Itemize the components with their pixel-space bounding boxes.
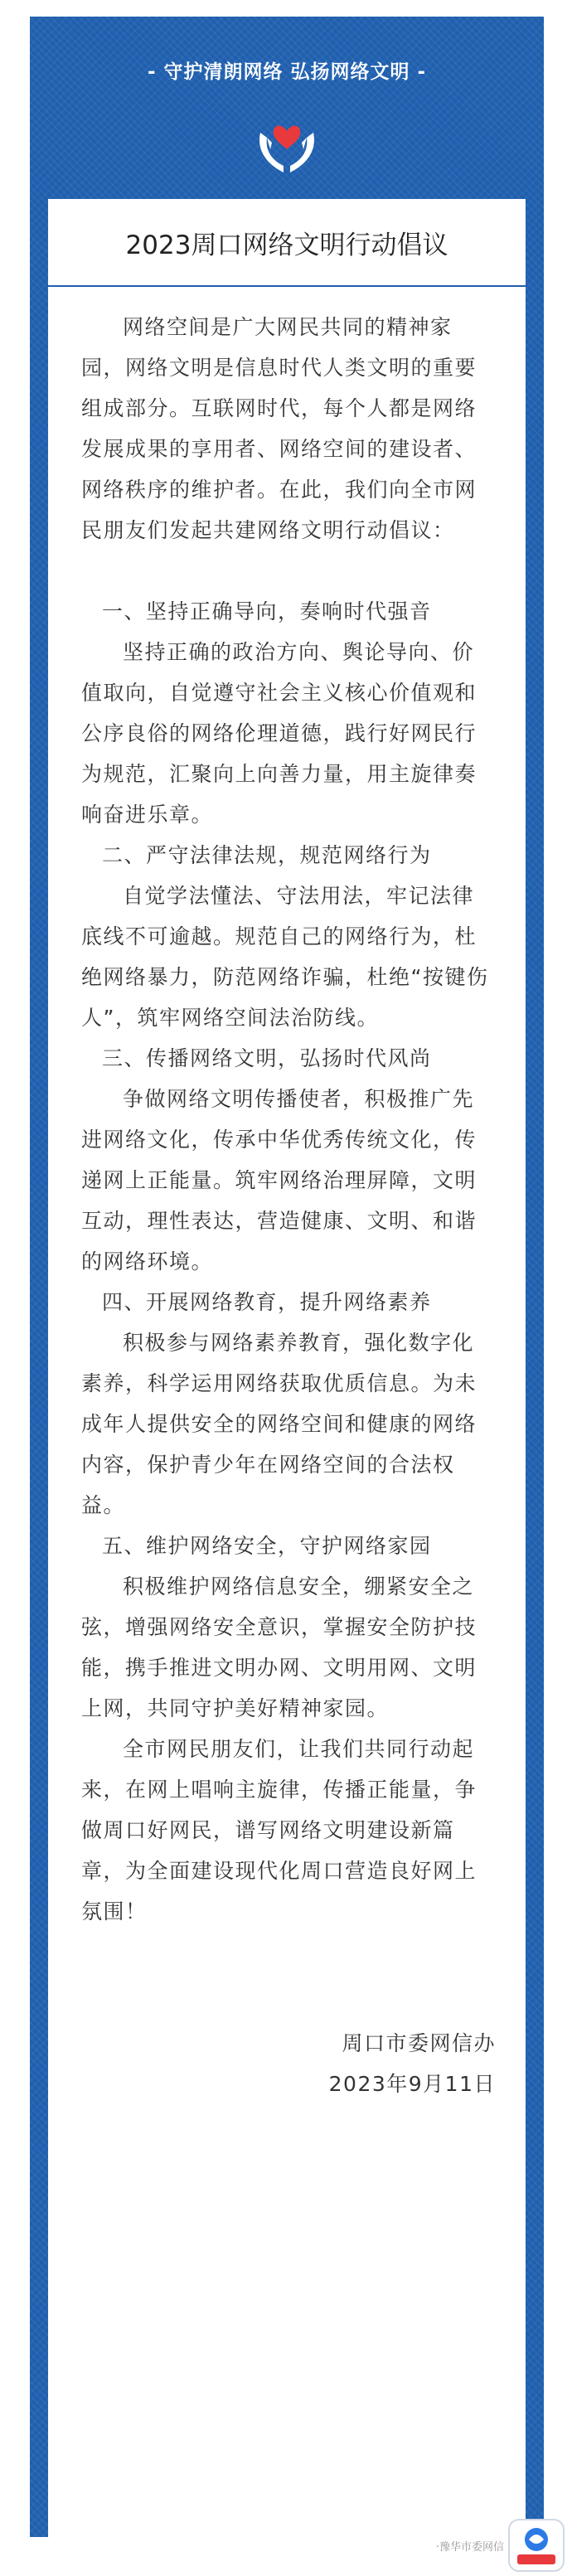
- section-heading: 一、坚持正确导向，奏响时代强音: [102, 599, 432, 623]
- title-divider: [48, 285, 526, 287]
- watermark: [436, 2518, 565, 2573]
- intro-paragraph: 网络空间是广大网民共同的精神家园，网络文明是信息时代人类文明的重要组成部分。互联网时代，每个人都是网络发展成果的享用者、网络空间的建设者、网络秩序的维护者。在此，我们向全市网民朋友们发起共建网络文明行动倡议：: [81, 315, 477, 542]
- section-heading: 三、传播网络文明，弘扬时代风尚: [102, 1046, 432, 1070]
- section-heading: 五、维护网络安全，守护网络家园: [102, 1534, 432, 1558]
- signature-date: 2023年9月11日: [328, 2072, 496, 2096]
- slogan: - 守护清朗网络 弘扬网络文明 -: [147, 61, 427, 83]
- spacer: [81, 551, 496, 591]
- watermark-text: ·豫华市委网信: [435, 2540, 504, 2554]
- section-paragraph: 坚持正确的政治方向、舆论导向、价值取向，自觉遵守社会主义核心价值观和公序良俗的网络伦理道德，践行好网民行为规范，汇聚向上向善力量，用主旋律奏响奋进乐章。: [81, 640, 477, 827]
- section-paragraph: 积极维护网络信息安全，绷紧安全之弦，增强网络安全意识，掌握安全防护技能，携手推进文明办网、文明用网、文明上网，共同守护美好精神家园。: [81, 1574, 477, 1720]
- spacer: [81, 1932, 496, 2023]
- closing-paragraph: 全市网民朋友们，让我们共同行动起来，在网上唱响主旋律，传播正能量，争做周口好网民，谱写网络文明建设新篇章，为全面建设现代化周口营造良好网上氛围！: [81, 1737, 477, 1924]
- section-paragraph: 自觉学法懂法、守法用法，牢记法律底线不可逾越。规范自己的网络行为，杜绝网络暴力，防范网络诈骗，杜绝“按键伤人”，筑牢网络空间法治防线。: [81, 884, 489, 1030]
- proposal-body: [81, 307, 496, 2104]
- section-heading: 四、开展网络教育，提升网络素养: [102, 1290, 432, 1314]
- blue-frame: [30, 17, 544, 2537]
- section-paragraph: 争做网络文明传播使者，积极推广先进网络文化，传承中华优秀传统文化，传递网上正能量。筑牢网络治理屏障，文明互动，理性表达，营造健康、文明、和谐的网络环境。: [81, 1087, 477, 1273]
- page-title: 2023周口网络文明行动倡议: [125, 230, 448, 260]
- proposal-card: [48, 199, 526, 2537]
- section-heading: 二、严守法律法规，规范网络行为: [102, 843, 432, 867]
- signature-org: 周口市委网信办: [342, 2031, 496, 2055]
- watermark-logo-icon: [507, 2518, 565, 2573]
- hands-heart-icon: [254, 108, 320, 179]
- section-paragraph: 积极参与网络素养教育，强化数字化素养，科学运用网络获取优质信息。为未成年人提供安全的网络空间和健康的网络内容，保护青少年在网络空间的合法权益。: [81, 1331, 477, 1517]
